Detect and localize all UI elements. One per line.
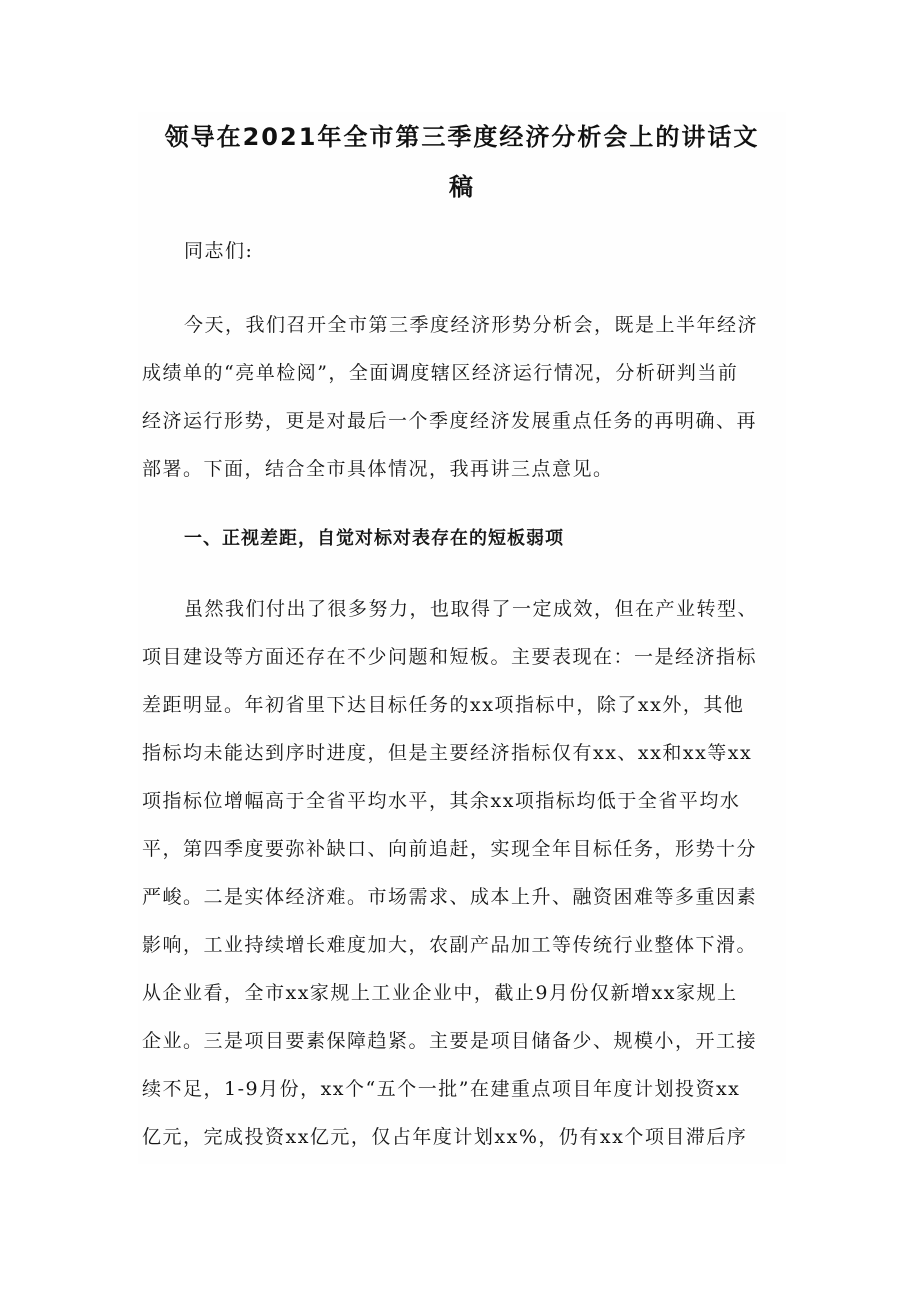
salutation: 同志们:	[184, 240, 254, 262]
body-line: 指标均未能达到序时进度，但是主要经济指标仅有xx、xx和xx等xx	[142, 742, 753, 764]
section-heading: 一、正视差距，自觉对标对表存在的短板弱项	[184, 528, 564, 549]
title-line-1: 领导在2021年全市第三季度经济分析会上的讲话文	[164, 123, 760, 151]
intro-line: 经济运行形势，更是对最后一个季度经济发展重点任务的再明确、再	[142, 410, 758, 432]
body-line: 续不足，1-9月份，xx个“五个一批”在建重点项目年度计划投资xx	[142, 1078, 741, 1100]
intro-line: 今天，我们召开全市第三季度经济形势分析会，既是上半年经济	[184, 314, 759, 336]
body-line: 亿元，完成投资xx亿元，仅占年度计划xx%，仍有xx个项目滞后序	[142, 1126, 748, 1148]
body-line: 严峻。二是实体经济难。市场需求、成本上升、融资困难等多重因素	[142, 886, 758, 908]
intro-line: 部署。下面，结合全市具体情况，我再讲三点意见。	[142, 458, 614, 480]
body-line: 差距明显。年初省里下达目标任务的xx项指标中，除了xx外，其他	[142, 694, 745, 716]
body-line: 影响，工业持续增长难度加大，农副产品加工等传统行业整体下滑。	[142, 934, 758, 956]
intro-line: 成绩单的“亮单检阅”，全面调度辖区经济运行情况，分析研判当前	[142, 362, 739, 384]
body-line: 项目建设等方面还存在不少问题和短板。主要表现在：一是经济指标	[142, 646, 758, 668]
body-line: 虽然我们付出了很多努力，也取得了一定成效，但在产业转型、	[184, 598, 759, 620]
body-line: 从企业看，全市xx家规上工业企业中，截止9月份仅新增xx家规上	[142, 982, 738, 1004]
body-line: 平，第四季度要弥补缺口、向前追赶，实现全年目标任务，形势十分	[142, 838, 758, 860]
document-page	[138, 112, 786, 1164]
body-line: 项指标位增幅高于全省平均水平，其余xx项指标均低于全省平均水	[142, 790, 741, 812]
body-line: 企业。三是项目要素保障趋紧。主要是项目储备少、规模小，开工接	[142, 1030, 758, 1052]
title-line-2: 稿	[449, 173, 475, 201]
